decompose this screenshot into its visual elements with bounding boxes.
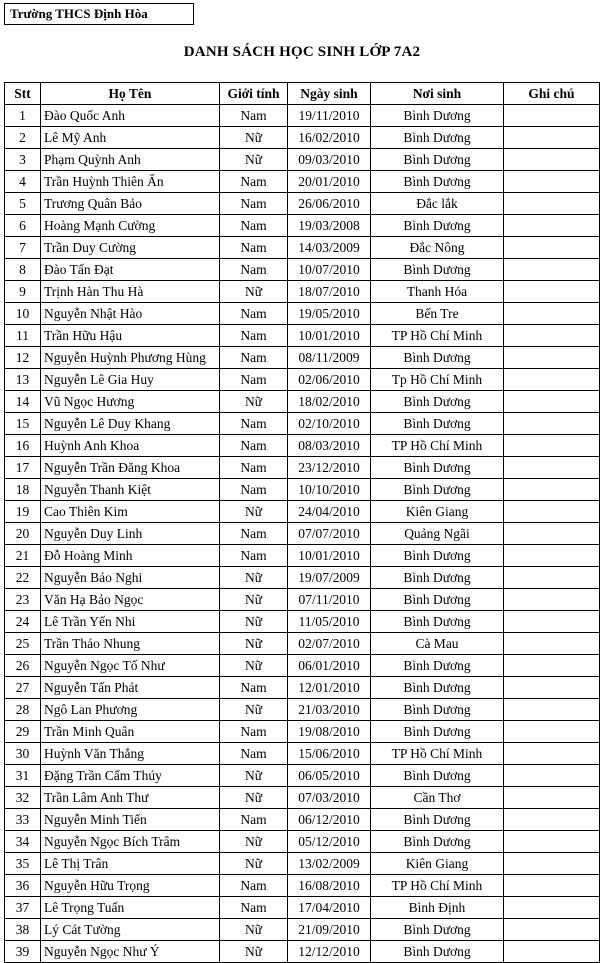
cell-stt: 2 bbox=[5, 127, 41, 149]
cell-note bbox=[504, 237, 600, 259]
cell-birthplace: TP Hồ Chí Minh bbox=[371, 743, 504, 765]
column-header-dob: Ngày sinh bbox=[288, 83, 371, 105]
cell-birthplace: Quảng Ngãi bbox=[371, 523, 504, 545]
cell-note bbox=[504, 149, 600, 171]
cell-stt: 36 bbox=[5, 875, 41, 897]
cell-birthplace: Bình Dương bbox=[371, 259, 504, 281]
table-row bbox=[5, 479, 600, 501]
cell-dob: 13/02/2009 bbox=[288, 853, 371, 875]
cell-dob: 21/03/2010 bbox=[288, 699, 371, 721]
cell-stt: 18 bbox=[5, 479, 41, 501]
cell-dob: 21/09/2010 bbox=[288, 919, 371, 941]
table-row bbox=[5, 303, 600, 325]
cell-note bbox=[504, 435, 600, 457]
cell-birthplace: Thanh Hóa bbox=[371, 281, 504, 303]
cell-name: Huỳnh Anh Khoa bbox=[41, 435, 220, 457]
cell-birthplace: Bình Dương bbox=[371, 611, 504, 633]
cell-gender: Nam bbox=[220, 237, 288, 259]
cell-gender: Nữ bbox=[220, 787, 288, 809]
cell-gender: Nam bbox=[220, 677, 288, 699]
school-name: Trường THCS Định Hòa bbox=[10, 6, 148, 21]
cell-gender: Nam bbox=[220, 897, 288, 919]
cell-stt: 16 bbox=[5, 435, 41, 457]
cell-stt: 9 bbox=[5, 281, 41, 303]
cell-name: Nguyễn Tấn Phát bbox=[41, 677, 220, 699]
cell-name: Trương Quân Bảo bbox=[41, 193, 220, 215]
cell-birthplace: Đắc lắk bbox=[371, 193, 504, 215]
cell-gender: Nữ bbox=[220, 765, 288, 787]
cell-note bbox=[504, 457, 600, 479]
cell-birthplace: Bình Định bbox=[371, 897, 504, 919]
cell-name: Nguyễn Thanh Kiệt bbox=[41, 479, 220, 501]
cell-gender: Nữ bbox=[220, 281, 288, 303]
cell-note bbox=[504, 831, 600, 853]
cell-birthplace: Bình Dương bbox=[371, 699, 504, 721]
cell-dob: 02/07/2010 bbox=[288, 633, 371, 655]
table-row bbox=[5, 809, 600, 831]
table-row bbox=[5, 677, 600, 699]
table-row bbox=[5, 721, 600, 743]
cell-stt: 11 bbox=[5, 325, 41, 347]
cell-gender: Nam bbox=[220, 303, 288, 325]
table-row bbox=[5, 501, 600, 523]
table-row bbox=[5, 853, 600, 875]
table-row bbox=[5, 743, 600, 765]
cell-name: Nguyễn Ngọc Tố Như bbox=[41, 655, 220, 677]
cell-stt: 3 bbox=[5, 149, 41, 171]
cell-birthplace: TP Hồ Chí Minh bbox=[371, 325, 504, 347]
cell-birthplace: TP Hồ Chí Minh bbox=[371, 435, 504, 457]
cell-name: Nguyễn Lê Duy Khang bbox=[41, 413, 220, 435]
cell-gender: Nữ bbox=[220, 919, 288, 941]
table-row bbox=[5, 237, 600, 259]
cell-birthplace: Bình Dương bbox=[371, 589, 504, 611]
cell-name: Hoàng Mạnh Cường bbox=[41, 215, 220, 237]
table-row bbox=[5, 897, 600, 919]
cell-stt: 37 bbox=[5, 897, 41, 919]
cell-gender: Nữ bbox=[220, 589, 288, 611]
cell-gender: Nam bbox=[220, 479, 288, 501]
column-header-gender: Giới tính bbox=[220, 83, 288, 105]
cell-birthplace: Bình Dương bbox=[371, 809, 504, 831]
cell-dob: 18/02/2010 bbox=[288, 391, 371, 413]
cell-dob: 06/12/2010 bbox=[288, 809, 371, 831]
cell-note bbox=[504, 303, 600, 325]
cell-note bbox=[504, 259, 600, 281]
table-row bbox=[5, 699, 600, 721]
cell-dob: 15/06/2010 bbox=[288, 743, 371, 765]
table-row bbox=[5, 545, 600, 567]
cell-stt: 25 bbox=[5, 633, 41, 655]
cell-name: Cao Thiên Kim bbox=[41, 501, 220, 523]
cell-name: Trần Thảo Nhung bbox=[41, 633, 220, 655]
cell-stt: 31 bbox=[5, 765, 41, 787]
cell-note bbox=[504, 523, 600, 545]
cell-note bbox=[504, 567, 600, 589]
cell-stt: 1 bbox=[5, 105, 41, 127]
cell-birthplace: Bình Dương bbox=[371, 655, 504, 677]
cell-stt: 17 bbox=[5, 457, 41, 479]
table-row bbox=[5, 655, 600, 677]
cell-dob: 20/01/2010 bbox=[288, 171, 371, 193]
cell-stt: 15 bbox=[5, 413, 41, 435]
cell-note bbox=[504, 545, 600, 567]
table-row bbox=[5, 259, 600, 281]
cell-birthplace: Bình Dương bbox=[371, 677, 504, 699]
cell-gender: Nam bbox=[220, 545, 288, 567]
cell-dob: 07/03/2010 bbox=[288, 787, 371, 809]
cell-gender: Nữ bbox=[220, 633, 288, 655]
table-row bbox=[5, 589, 600, 611]
cell-gender: Nữ bbox=[220, 567, 288, 589]
cell-name: Nguyễn Ngọc Như Ý bbox=[41, 941, 220, 963]
cell-gender: Nam bbox=[220, 457, 288, 479]
cell-birthplace: Tp Hồ Chí Minh bbox=[371, 369, 504, 391]
cell-gender: Nam bbox=[220, 347, 288, 369]
cell-stt: 10 bbox=[5, 303, 41, 325]
column-header-birthplace: Nơi sinh bbox=[371, 83, 504, 105]
cell-note bbox=[504, 589, 600, 611]
cell-birthplace: Bình Dương bbox=[371, 391, 504, 413]
table-row bbox=[5, 941, 600, 963]
cell-birthplace: Bình Dương bbox=[371, 105, 504, 127]
cell-dob: 19/03/2008 bbox=[288, 215, 371, 237]
cell-note bbox=[504, 171, 600, 193]
cell-stt: 29 bbox=[5, 721, 41, 743]
cell-name: Nguyễn Bảo Nghi bbox=[41, 567, 220, 589]
cell-gender: Nữ bbox=[220, 149, 288, 171]
cell-dob: 08/11/2009 bbox=[288, 347, 371, 369]
column-header-stt: Stt bbox=[5, 83, 41, 105]
cell-note bbox=[504, 281, 600, 303]
cell-note bbox=[504, 655, 600, 677]
cell-dob: 16/02/2010 bbox=[288, 127, 371, 149]
cell-note bbox=[504, 347, 600, 369]
table-row bbox=[5, 281, 600, 303]
table-header-row bbox=[5, 83, 600, 105]
cell-gender: Nữ bbox=[220, 127, 288, 149]
table-row bbox=[5, 171, 600, 193]
cell-dob: 26/06/2010 bbox=[288, 193, 371, 215]
table-row bbox=[5, 831, 600, 853]
cell-gender: Nữ bbox=[220, 941, 288, 963]
cell-birthplace: Bình Dương bbox=[371, 941, 504, 963]
cell-note bbox=[504, 853, 600, 875]
table-row bbox=[5, 193, 600, 215]
cell-stt: 27 bbox=[5, 677, 41, 699]
cell-note bbox=[504, 105, 600, 127]
cell-stt: 34 bbox=[5, 831, 41, 853]
cell-name: Nguyễn Hữu Trọng bbox=[41, 875, 220, 897]
table-row bbox=[5, 611, 600, 633]
cell-stt: 28 bbox=[5, 699, 41, 721]
cell-dob: 06/01/2010 bbox=[288, 655, 371, 677]
cell-birthplace: Đắc Nông bbox=[371, 237, 504, 259]
cell-note bbox=[504, 633, 600, 655]
table-row bbox=[5, 633, 600, 655]
cell-stt: 7 bbox=[5, 237, 41, 259]
cell-birthplace: Bình Dương bbox=[371, 457, 504, 479]
cell-dob: 12/12/2010 bbox=[288, 941, 371, 963]
cell-dob: 10/07/2010 bbox=[288, 259, 371, 281]
cell-stt: 21 bbox=[5, 545, 41, 567]
table-row bbox=[5, 369, 600, 391]
cell-name: Phạm Quỳnh Anh bbox=[41, 149, 220, 171]
cell-name: Nguyễn Lê Gia Huy bbox=[41, 369, 220, 391]
cell-dob: 07/11/2010 bbox=[288, 589, 371, 611]
cell-dob: 10/01/2010 bbox=[288, 325, 371, 347]
cell-gender: Nam bbox=[220, 325, 288, 347]
cell-stt: 14 bbox=[5, 391, 41, 413]
cell-gender: Nữ bbox=[220, 501, 288, 523]
cell-name: Văn Hạ Bảo Ngọc bbox=[41, 589, 220, 611]
cell-name: Lý Cát Tường bbox=[41, 919, 220, 941]
cell-gender: Nam bbox=[220, 215, 288, 237]
cell-dob: 14/03/2009 bbox=[288, 237, 371, 259]
cell-stt: 20 bbox=[5, 523, 41, 545]
cell-dob: 11/05/2010 bbox=[288, 611, 371, 633]
table-row bbox=[5, 149, 600, 171]
cell-dob: 05/12/2010 bbox=[288, 831, 371, 853]
cell-dob: 18/07/2010 bbox=[288, 281, 371, 303]
cell-dob: 17/04/2010 bbox=[288, 897, 371, 919]
cell-note bbox=[504, 765, 600, 787]
student-roster-table bbox=[4, 82, 600, 963]
table-row bbox=[5, 127, 600, 149]
cell-name: Trần Huỳnh Thiên Ấn bbox=[41, 171, 220, 193]
cell-birthplace: Bình Dương bbox=[371, 149, 504, 171]
cell-dob: 09/03/2010 bbox=[288, 149, 371, 171]
cell-stt: 12 bbox=[5, 347, 41, 369]
cell-gender: Nam bbox=[220, 721, 288, 743]
cell-dob: 10/01/2010 bbox=[288, 545, 371, 567]
cell-note bbox=[504, 875, 600, 897]
column-header-note: Ghi chú bbox=[504, 83, 600, 105]
cell-birthplace: Bình Dương bbox=[371, 919, 504, 941]
cell-note bbox=[504, 193, 600, 215]
cell-name: Nguyễn Huỳnh Phương Hùng bbox=[41, 347, 220, 369]
cell-dob: 02/06/2010 bbox=[288, 369, 371, 391]
cell-dob: 06/05/2010 bbox=[288, 765, 371, 787]
cell-name: Đặng Trần Cẩm Thúy bbox=[41, 765, 220, 787]
cell-note bbox=[504, 677, 600, 699]
table-row bbox=[5, 215, 600, 237]
cell-name: Lê Trọng Tuấn bbox=[41, 897, 220, 919]
cell-stt: 33 bbox=[5, 809, 41, 831]
cell-birthplace: Bình Dương bbox=[371, 765, 504, 787]
cell-gender: Nam bbox=[220, 523, 288, 545]
table-body bbox=[5, 105, 600, 963]
cell-dob: 16/08/2010 bbox=[288, 875, 371, 897]
cell-gender: Nữ bbox=[220, 831, 288, 853]
cell-birthplace: Cần Thơ bbox=[371, 787, 504, 809]
cell-note bbox=[504, 369, 600, 391]
cell-name: Trần Hữu Hậu bbox=[41, 325, 220, 347]
cell-note bbox=[504, 787, 600, 809]
cell-gender: Nam bbox=[220, 105, 288, 127]
cell-stt: 5 bbox=[5, 193, 41, 215]
cell-stt: 8 bbox=[5, 259, 41, 281]
cell-name: Trần Duy Cường bbox=[41, 237, 220, 259]
cell-name: Đào Tấn Đạt bbox=[41, 259, 220, 281]
cell-birthplace: Bình Dương bbox=[371, 347, 504, 369]
table-row bbox=[5, 391, 600, 413]
cell-note bbox=[504, 215, 600, 237]
cell-dob: 19/07/2009 bbox=[288, 567, 371, 589]
column-header-name: Họ Tên bbox=[41, 83, 220, 105]
cell-note bbox=[504, 941, 600, 963]
cell-dob: 19/08/2010 bbox=[288, 721, 371, 743]
table-row bbox=[5, 567, 600, 589]
cell-name: Lê Trần Yến Nhi bbox=[41, 611, 220, 633]
cell-gender: Nữ bbox=[220, 391, 288, 413]
table-row bbox=[5, 105, 600, 127]
cell-birthplace: Bình Dương bbox=[371, 215, 504, 237]
cell-birthplace: Bình Dương bbox=[371, 831, 504, 853]
cell-gender: Nam bbox=[220, 743, 288, 765]
table-row bbox=[5, 413, 600, 435]
cell-note bbox=[504, 919, 600, 941]
cell-stt: 22 bbox=[5, 567, 41, 589]
cell-dob: 19/05/2010 bbox=[288, 303, 371, 325]
cell-birthplace: Bình Dương bbox=[371, 721, 504, 743]
cell-gender: Nữ bbox=[220, 699, 288, 721]
cell-stt: 30 bbox=[5, 743, 41, 765]
school-name-box bbox=[4, 3, 194, 25]
table-row bbox=[5, 787, 600, 809]
cell-note bbox=[504, 611, 600, 633]
cell-name: Nguyễn Duy Linh bbox=[41, 523, 220, 545]
cell-name: Đào Quốc Anh bbox=[41, 105, 220, 127]
cell-name: Lê Mỹ Anh bbox=[41, 127, 220, 149]
cell-birthplace: Kiên Giang bbox=[371, 501, 504, 523]
cell-name: Trần Minh Quân bbox=[41, 721, 220, 743]
table-row bbox=[5, 875, 600, 897]
cell-note bbox=[504, 501, 600, 523]
cell-stt: 4 bbox=[5, 171, 41, 193]
table-row bbox=[5, 435, 600, 457]
cell-stt: 35 bbox=[5, 853, 41, 875]
cell-name: Nguyễn Ngọc Bích Trâm bbox=[41, 831, 220, 853]
cell-stt: 24 bbox=[5, 611, 41, 633]
cell-gender: Nam bbox=[220, 875, 288, 897]
cell-gender: Nữ bbox=[220, 611, 288, 633]
cell-name: Nguyễn Trần Đăng Khoa bbox=[41, 457, 220, 479]
table-row bbox=[5, 523, 600, 545]
cell-dob: 12/01/2010 bbox=[288, 677, 371, 699]
cell-note bbox=[504, 721, 600, 743]
cell-birthplace: Bình Dương bbox=[371, 567, 504, 589]
cell-name: Nguyễn Minh Tiến bbox=[41, 809, 220, 831]
cell-note bbox=[504, 743, 600, 765]
cell-stt: 19 bbox=[5, 501, 41, 523]
cell-dob: 08/03/2010 bbox=[288, 435, 371, 457]
cell-stt: 23 bbox=[5, 589, 41, 611]
cell-note bbox=[504, 699, 600, 721]
cell-dob: 24/04/2010 bbox=[288, 501, 371, 523]
cell-birthplace: Cà Mau bbox=[371, 633, 504, 655]
cell-gender: Nữ bbox=[220, 853, 288, 875]
cell-stt: 13 bbox=[5, 369, 41, 391]
cell-gender: Nam bbox=[220, 369, 288, 391]
cell-birthplace: Bến Tre bbox=[371, 303, 504, 325]
table-row bbox=[5, 765, 600, 787]
cell-dob: 10/10/2010 bbox=[288, 479, 371, 501]
cell-note bbox=[504, 391, 600, 413]
cell-birthplace: Bình Dương bbox=[371, 171, 504, 193]
table-row bbox=[5, 325, 600, 347]
cell-stt: 6 bbox=[5, 215, 41, 237]
table-row bbox=[5, 919, 600, 941]
cell-name: Vũ Ngọc Hương bbox=[41, 391, 220, 413]
table-row bbox=[5, 457, 600, 479]
cell-stt: 32 bbox=[5, 787, 41, 809]
cell-gender: Nam bbox=[220, 259, 288, 281]
cell-name: Trịnh Hàn Thu Hà bbox=[41, 281, 220, 303]
cell-note bbox=[504, 127, 600, 149]
cell-name: Trần Lâm Anh Thư bbox=[41, 787, 220, 809]
cell-birthplace: Bình Dương bbox=[371, 413, 504, 435]
cell-name: Huỳnh Văn Thắng bbox=[41, 743, 220, 765]
cell-note bbox=[504, 897, 600, 919]
cell-note bbox=[504, 479, 600, 501]
cell-name: Nguyễn Nhật Hào bbox=[41, 303, 220, 325]
page-title: DANH SÁCH HỌC SINH LỚP 7A2 bbox=[183, 44, 421, 60]
cell-birthplace: Bình Dương bbox=[371, 479, 504, 501]
cell-name: Lê Thị Trân bbox=[41, 853, 220, 875]
cell-note bbox=[504, 809, 600, 831]
cell-name: Ngô Lan Phương bbox=[41, 699, 220, 721]
cell-stt: 39 bbox=[5, 941, 41, 963]
table-row bbox=[5, 347, 600, 369]
cell-gender: Nam bbox=[220, 435, 288, 457]
cell-note bbox=[504, 325, 600, 347]
cell-gender: Nam bbox=[220, 413, 288, 435]
cell-gender: Nữ bbox=[220, 655, 288, 677]
cell-dob: 02/10/2010 bbox=[288, 413, 371, 435]
cell-birthplace: Bình Dương bbox=[371, 545, 504, 567]
cell-birthplace: Bình Dương bbox=[371, 127, 504, 149]
cell-name: Đỗ Hoàng Minh bbox=[41, 545, 220, 567]
cell-dob: 07/07/2010 bbox=[288, 523, 371, 545]
cell-gender: Nam bbox=[220, 193, 288, 215]
cell-stt: 26 bbox=[5, 655, 41, 677]
cell-gender: Nam bbox=[220, 809, 288, 831]
cell-dob: 19/11/2010 bbox=[288, 105, 371, 127]
cell-note bbox=[504, 413, 600, 435]
cell-dob: 23/12/2010 bbox=[288, 457, 371, 479]
cell-birthplace: Kiên Giang bbox=[371, 853, 504, 875]
cell-birthplace: TP Hồ Chí Minh bbox=[371, 875, 504, 897]
cell-stt: 38 bbox=[5, 919, 41, 941]
cell-gender: Nam bbox=[220, 171, 288, 193]
